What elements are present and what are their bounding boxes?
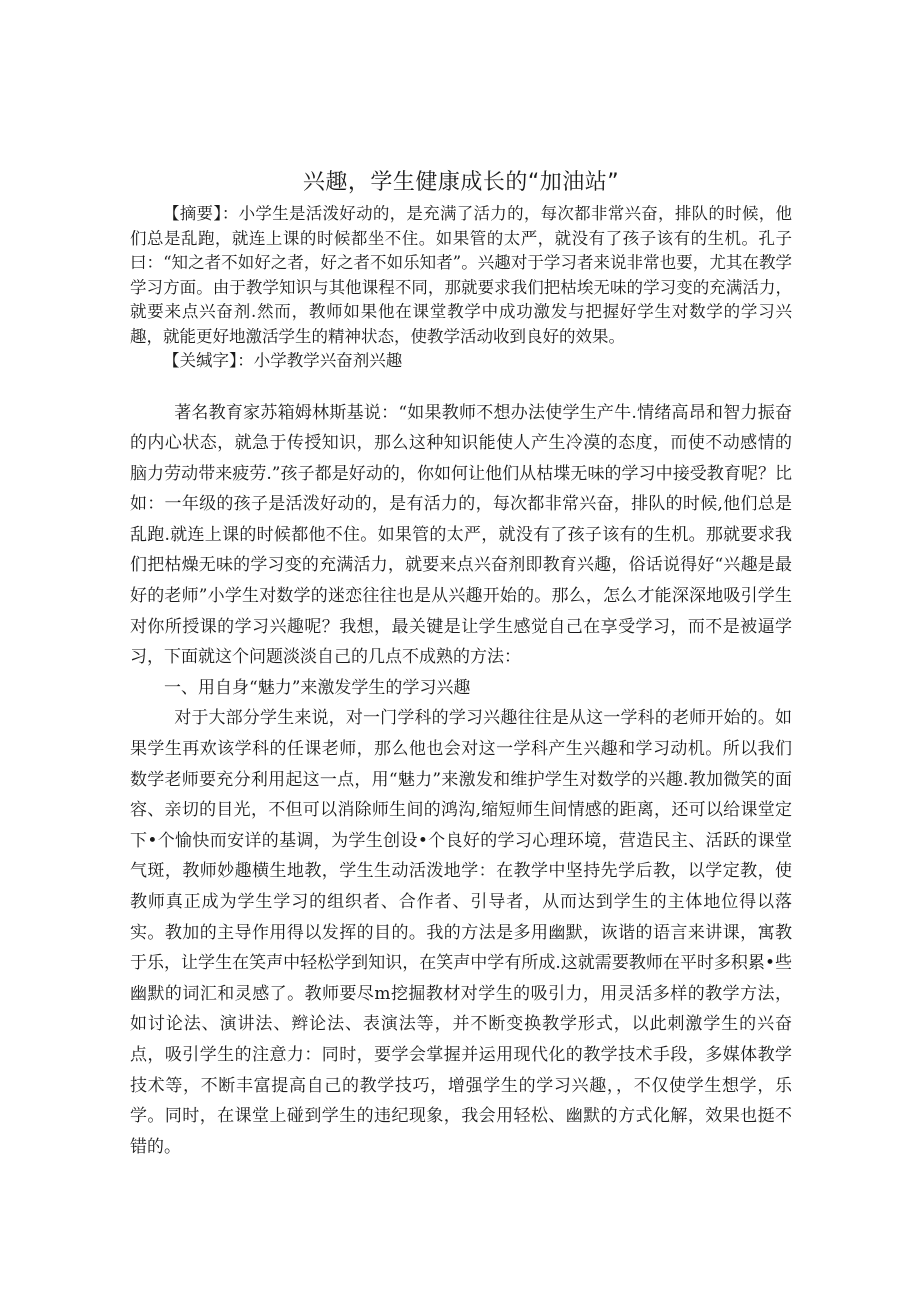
abstract-paragraph: 【摘要】：小学生是活泼好动的，是充满了活力的，每次都非常兴奋，排队的时候，他们总是乱跑，就连上课的时候都坐不住。如果管的太严，就没有了孩子该有的生机。孔子曰：“知之者不如好之者，好之者不如乐知者”。兴趣对于学习者来说非常也要，尤其在教学学习方面。由于教学知识与其他课程不同，那就要求我们把枯埃无味的学习变的充满活力，就要来点兴奋剂.然而，教师如果他在课堂教学中成功激发与把握好学生对数学的学习兴趣，就能更好地激活学生的精神状态，使教学活动收到良好的效果。: [130, 204, 792, 346]
section-heading: 一、用自身“魅力”来激发学生的学习兴趣: [164, 677, 471, 698]
keywords-line: 【关缄字】：小学教学兴奋剂兴趣: [163, 351, 403, 370]
section-spacer: [130, 374, 792, 398]
section-paragraph: 对于大部分学生来说，对一门学科的学习兴趣往往是从这一学科的老师开始的。如果学生再欢该学科的任课老师，那么他也会对这一学科产生兴趣和学习动机。所以我们数学老师要充分利用起这一点，用“魅力”来激发和维护学生对数学的兴趣.教加微笑的面容、亲切的目光，不但可以消除师生间的鸿沟,缩短师生间情感的距离，还可以给课堂定下•个愉快而安详的基调，为学生创设•个良好的学习心理环境，营造民主、活跃的课堂气斑，教师妙趣横生地教，学生生动活泼地学：在教学中坚持先学后教，以学定教，使教师真正成为学生学习的组织者、合作者、引导者，从而达到学生的主体地位得以落实。教加的主导作用得以发挥的目的。我的方法是多用幽默，诙谐的语言来讲课，寓教于乐，让学生在笑声中轻松学到知识，在笑声中学有所成.这就需要教师在平时多积累•些幽默的词汇和灵感了。教师要尽m挖掘教材对学生的吸引力，用灵活多样的教学方法，如讨论法、演讲法、辫论法、表演法等，并不断变换教学形式，以此刺激学生的兴奋点，吸引学生的注意力：同时，要学会掌握并运用现代化的教学技术手段，多媒体教学技术等，不断丰富提高自己的教学技巧，增强学生的学习兴趣，，不仅使学生想学，乐学。同时，在课堂上碰到学生的违纪现象，我会用轻松、幽默的方式化解，效果也挺不错的。: [130, 708, 792, 1157]
intro-paragraph: 著名教育家苏箱姆林斯基说：“如果教师不想办法使学生产牛.情绪高昂和智力振奋的内心状态，就急于传授知识，那么这种知识能使人产生冷漠的态度，而使不动感情的脑力劳动带来疲劳.”孩子都是好动的，你如何让他们从枯堞无味的学习中接受教育呢？比如：一年级的孩子是活泼好动的，是有活力的，每次都非常兴奋，排队的时候,他们总是乱跑.就连上课的时候都他不住。如果管的太严，就没有了孩子该有的生机。那就要求我们把枯燥无味的学习变的充满活力，就要来点兴奋剂即教育兴趣，俗话说得好“兴趣是最好的老师”小学生对数学的迷恋往往也是从兴趣开始的。那么，怎么才能深深地吸引学生对你所授课的学习兴趣呢？我想，最关键是让学生感觉自己在享受学习，而不是被逼学习，下面就这个问题淡淡自己的几点不成熟的方法：: [130, 402, 792, 668]
document-page: [130, 168, 792, 1162]
document-title: 兴趣，学生健康成长的“加油站”: [302, 170, 620, 195]
